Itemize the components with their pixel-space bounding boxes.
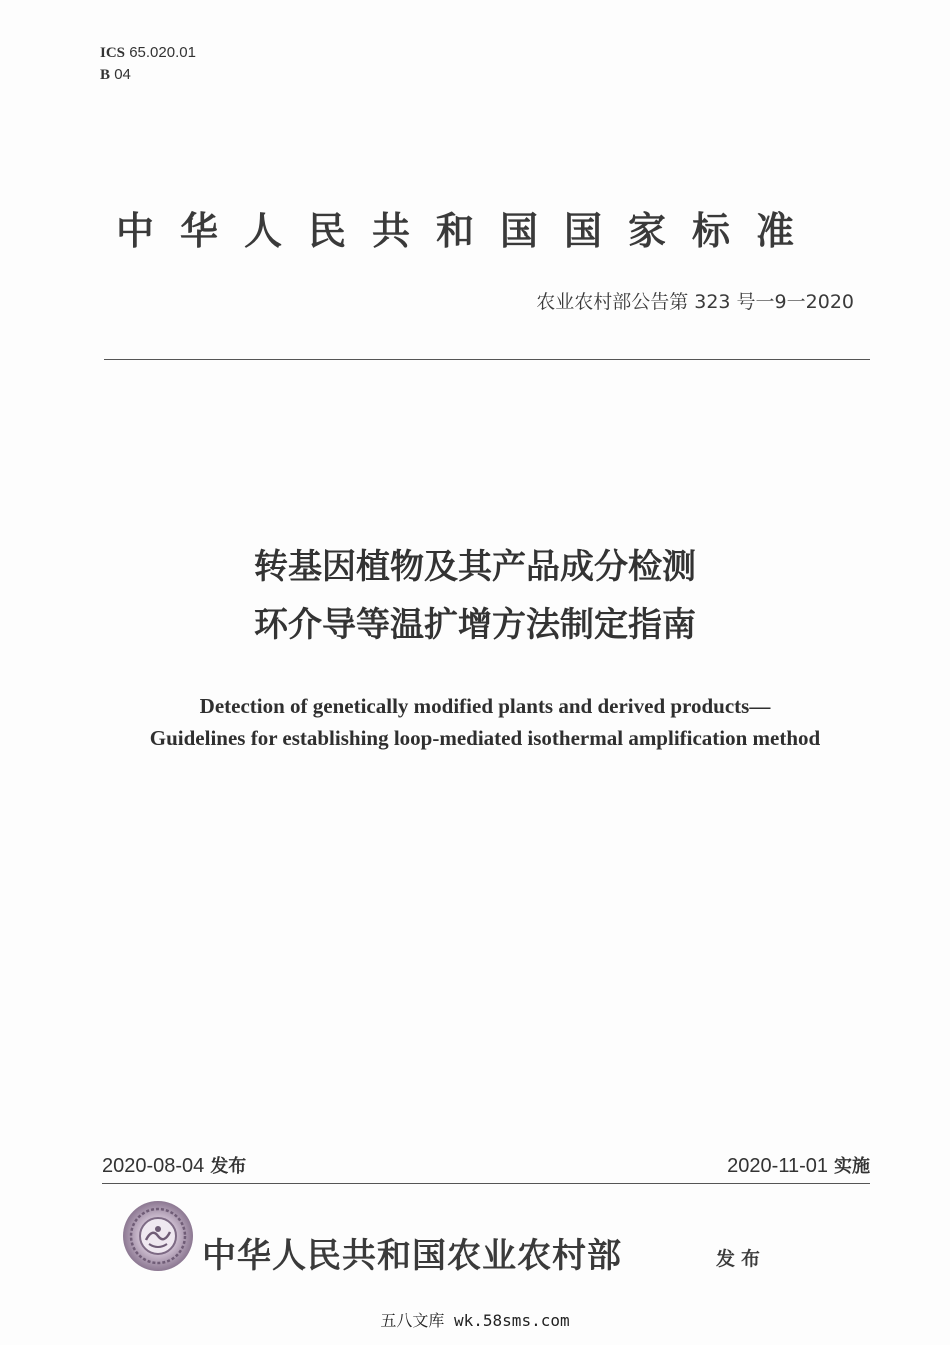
ics-line — [100, 42, 196, 64]
ics-code: 65.020.01 — [129, 44, 196, 61]
english-title-line-2: Guidelines for establishing loop-mediated isothermal amplification method — [149, 726, 821, 750]
issue-date-block — [102, 1152, 246, 1178]
issue-date: 2020-08-04 — [102, 1155, 205, 1177]
ccs-code: 04 — [114, 66, 131, 83]
implementation-label: 实施 — [834, 1156, 870, 1177]
english-title — [0, 690, 950, 754]
english-title-line-1: Detection of genetically modified plants and derived products— — [199, 694, 771, 718]
header-divider — [104, 359, 870, 360]
chinese-title-line-2: 环介导等温扩增方法制定指南 — [254, 605, 696, 645]
publisher-action: 发布 — [716, 1248, 767, 1270]
implementation-date-block — [727, 1152, 870, 1178]
publisher-name: 中华人民共和国农业农村部 — [202, 1236, 622, 1276]
issue-label: 发布 — [210, 1156, 247, 1177]
standard-number: 农业农村部公告第 323 号一9一2020 — [536, 291, 854, 313]
implementation-date: 2020-11-01 — [727, 1155, 828, 1177]
national-standard-title: 中华人民共和国国家标准 — [116, 209, 821, 253]
classification-block — [100, 42, 196, 86]
chinese-title-line-1: 转基因植物及其产品成分检测 — [254, 547, 696, 587]
ccs-label: B — [100, 67, 111, 83]
footer-watermark: 五八文库 wk.58sms.com — [380, 1311, 570, 1330]
ministry-seal-icon — [122, 1200, 194, 1272]
footer-divider — [102, 1183, 870, 1184]
chinese-title — [0, 538, 950, 654]
ics-label: ICS — [100, 45, 126, 61]
ccs-line — [100, 64, 196, 86]
